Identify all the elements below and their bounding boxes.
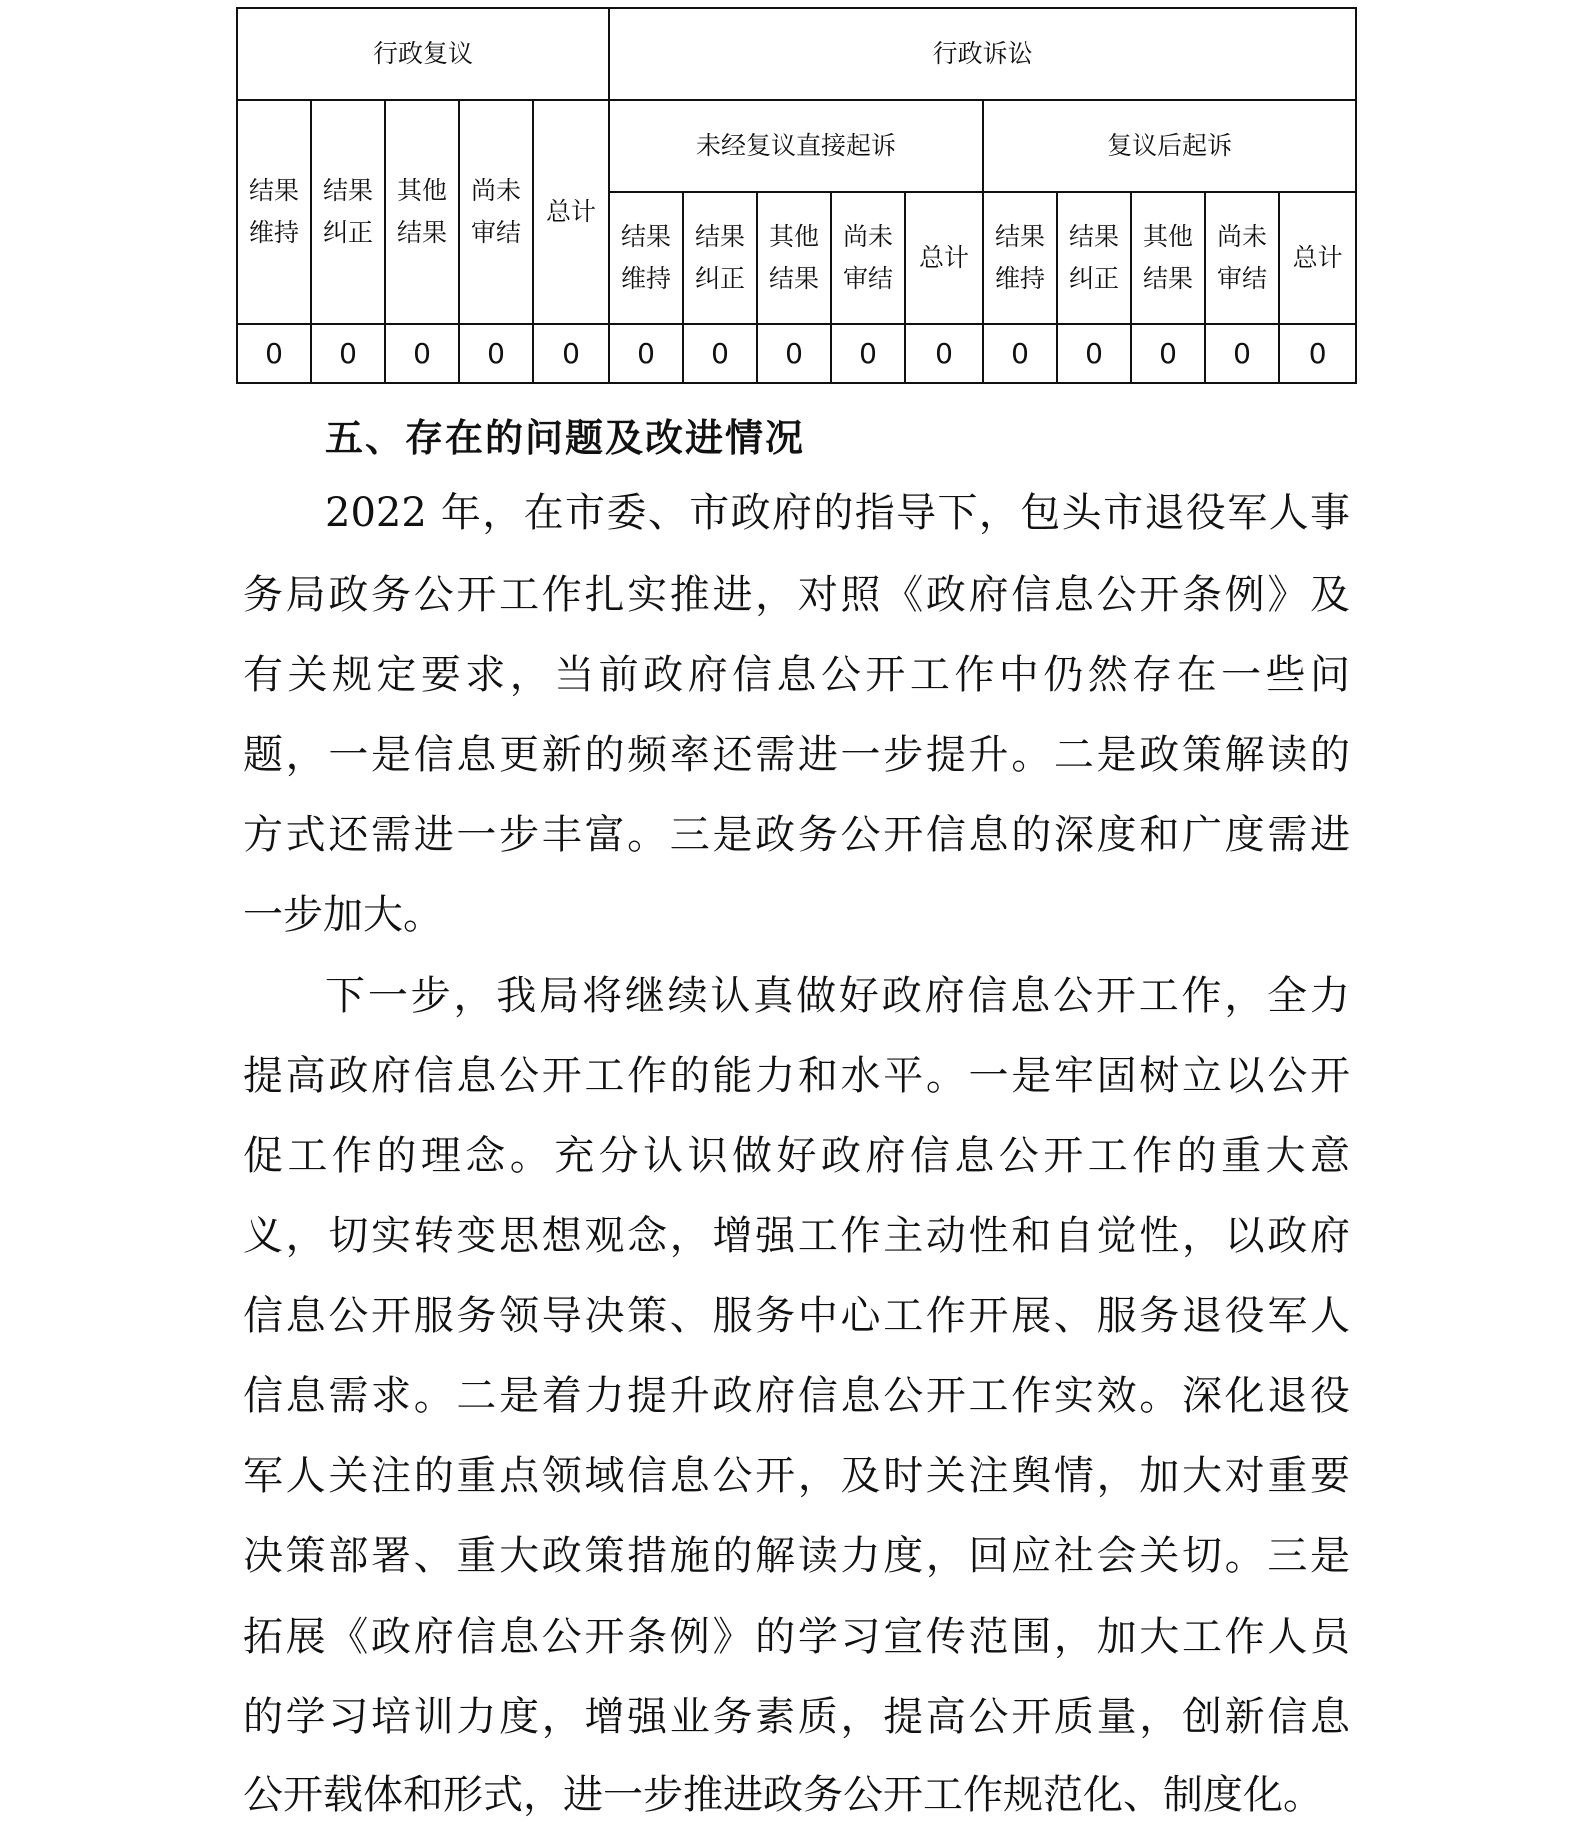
- table-cell: 0: [459, 324, 533, 383]
- table-cell: 0: [1205, 324, 1279, 383]
- table-cell: 0: [1057, 324, 1131, 383]
- paragraph-line: 方式还需进一步丰富。三是政务公开信息的深度和广度需进: [243, 812, 1350, 858]
- admin-review-header: 行政复议: [237, 8, 609, 100]
- table-cell: 0: [757, 324, 831, 383]
- paragraph-line: 义，切实转变思想观念，增强工作主动性和自觉性，以政府: [243, 1213, 1350, 1259]
- after-col-header: 结果维持: [983, 192, 1057, 324]
- direct-col-header: 结果纠正: [683, 192, 757, 324]
- after-total-header: 总计: [1279, 192, 1356, 324]
- paragraph-line: 提高政府信息公开工作的能力和水平。一是牢固树立以公开: [243, 1053, 1350, 1099]
- after-col-header: 尚未审结: [1205, 192, 1279, 324]
- review-col-header: 结果维持: [237, 100, 311, 324]
- direct-total-header: 总计: [905, 192, 983, 324]
- table-cell: 0: [533, 324, 609, 383]
- review-col-header: 结果纠正: [311, 100, 385, 324]
- review-total-header: 总计: [533, 100, 609, 324]
- paragraph-line: 信息公开服务领导决策、服务中心工作开展、服务退役军人: [243, 1293, 1350, 1339]
- paragraph-line: 公开载体和形式，进一步推进政务公开工作规范化、制度化。: [243, 1772, 1323, 1818]
- direct-col-header: 尚未审结: [831, 192, 905, 324]
- paragraph-line: 有关规定要求，当前政府信息公开工作中仍然存在一些问: [243, 652, 1350, 698]
- paragraph-line: 军人关注的重点领域信息公开，及时关注舆情，加大对重要: [243, 1453, 1350, 1499]
- direct-col-header: 其他结果: [757, 192, 831, 324]
- table-row: [237, 324, 1356, 383]
- table-cell: 0: [831, 324, 905, 383]
- table-cell: 0: [905, 324, 983, 383]
- admin-litigation-header: 行政诉讼: [609, 8, 1356, 100]
- section-heading: 五、存在的问题及改进情况: [325, 416, 806, 460]
- paragraph-line: 下一步，我局将继续认真做好政府信息公开工作，全力: [325, 973, 1350, 1019]
- paragraph-line: 信息需求。二是着力提升政府信息公开工作实效。深化退役: [243, 1373, 1350, 1419]
- paragraph-line: 务局政务公开工作扎实推进，对照《政府信息公开条例》及: [243, 572, 1350, 618]
- paragraph-line: 促工作的理念。充分认识做好政府信息公开工作的重大意: [243, 1133, 1350, 1179]
- direct-col-header: 结果维持: [609, 192, 683, 324]
- table-cell: 0: [1279, 324, 1356, 383]
- review-col-header: 其他结果: [385, 100, 459, 324]
- after-col-header: 其他结果: [1131, 192, 1205, 324]
- paragraph-line: 题，一是信息更新的频率还需进一步提升。二是政策解读的: [243, 732, 1350, 778]
- litigation-stats-table: [236, 7, 1357, 384]
- table-cell: 0: [311, 324, 385, 383]
- paragraph-line: 的学习培训力度，增强业务素质，提高公开质量，创新信息: [243, 1694, 1350, 1740]
- paragraph-line: 2022 年，在市委、市政府的指导下，包头市退役军人事: [325, 490, 1350, 536]
- paragraph-line: 一步加大。: [243, 892, 443, 938]
- table-cell: 0: [385, 324, 459, 383]
- table-cell: 0: [1131, 324, 1205, 383]
- table-cell: 0: [237, 324, 311, 383]
- after-review-suit-header: 复议后起诉: [983, 100, 1356, 192]
- paragraph-line: 决策部署、重大政策措施的解读力度，回应社会关切。三是: [243, 1533, 1350, 1579]
- table-cell: 0: [683, 324, 757, 383]
- table-cell: 0: [609, 324, 683, 383]
- table-cell: 0: [983, 324, 1057, 383]
- direct-suit-header: 未经复议直接起诉: [609, 100, 983, 192]
- after-col-header: 结果纠正: [1057, 192, 1131, 324]
- review-col-header: 尚未审结: [459, 100, 533, 324]
- paragraph-line: 拓展《政府信息公开条例》的学习宣传范围，加大工作人员: [243, 1614, 1350, 1660]
